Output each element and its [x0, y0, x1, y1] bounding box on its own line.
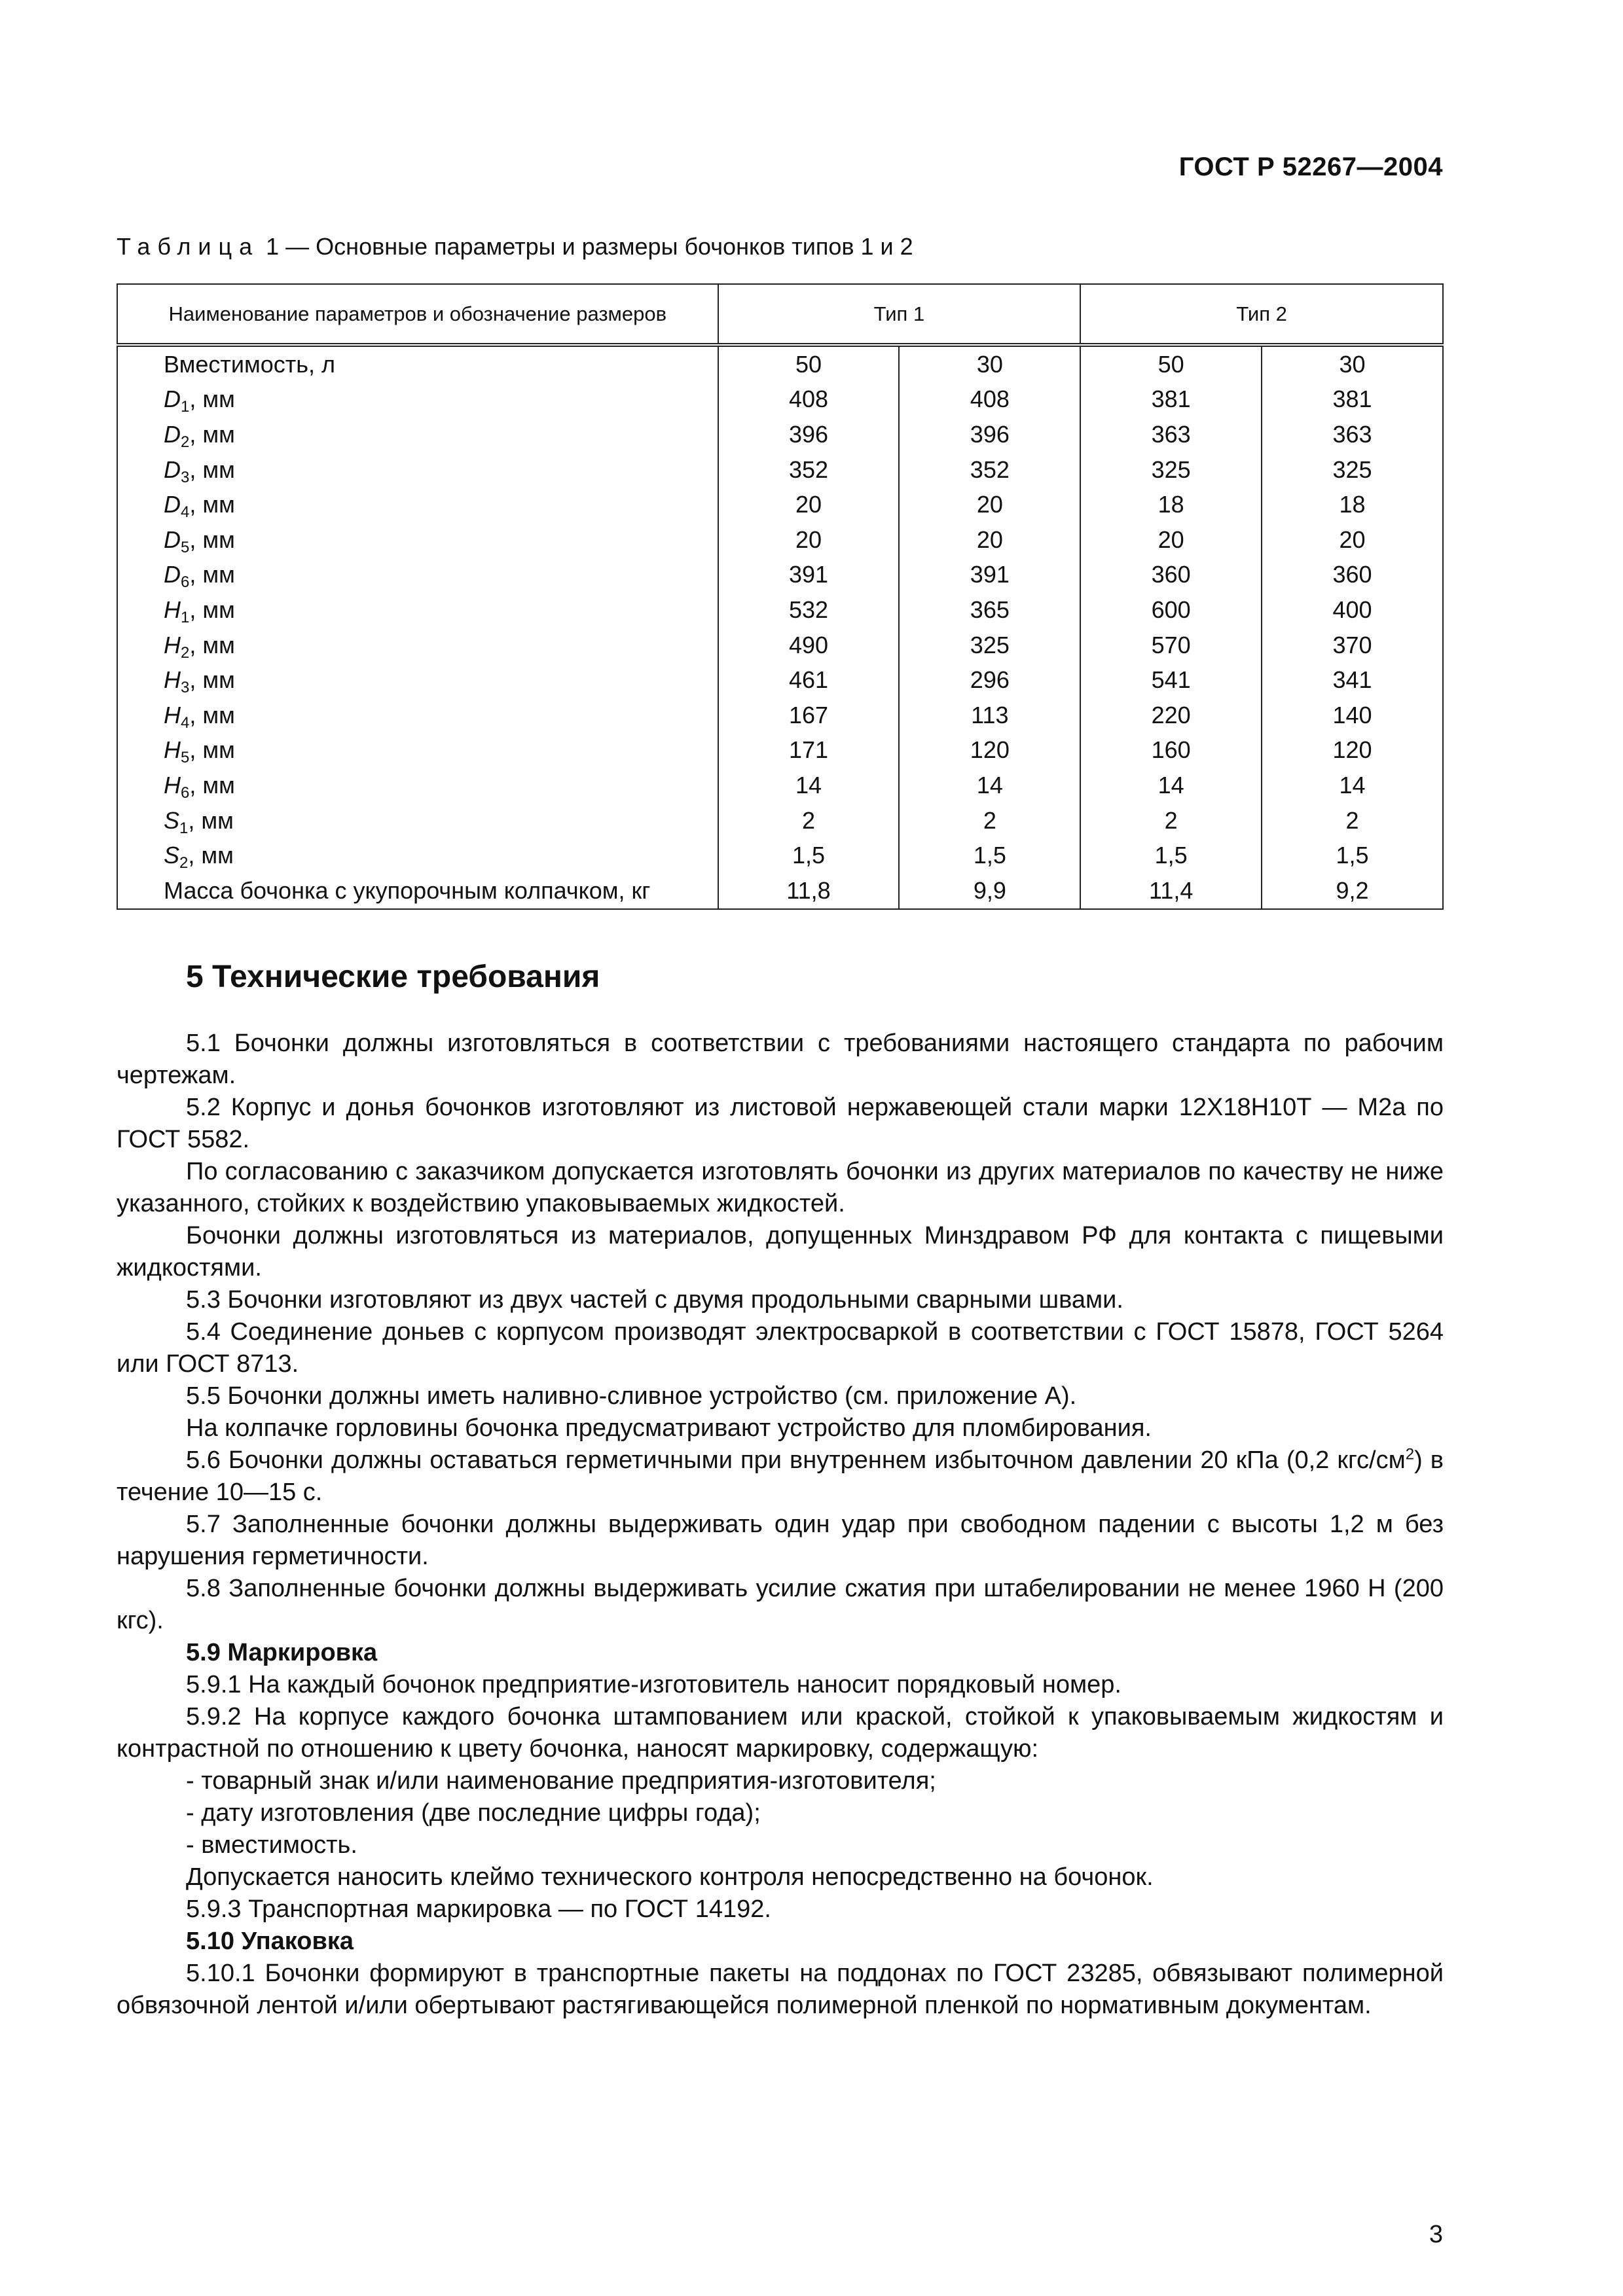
- row-parameter-name: [117, 382, 718, 418]
- parameter-index: 1: [179, 819, 189, 837]
- header-type2: Тип 2: [1080, 284, 1443, 345]
- table-row: [117, 452, 1443, 488]
- paragraph-5-3: 5.3 Бочонки изготовляют из двух частей с двумя продольными сварными швами.: [186, 1286, 1123, 1314]
- subheading-5-9: 5.9 Маркировка: [186, 1639, 378, 1666]
- paragraph-food-contact: Бочонки должны изготовляться из материалов, допущенных Минздравом РФ для контакта с пищевыми жидкостями.: [117, 1222, 1444, 1282]
- table-cell-value: 20: [718, 522, 900, 558]
- table-cell-value: 9,2: [1262, 873, 1443, 909]
- paragraph-5-9-2: 5.9.2 На корпусе каждого бочонка штампованием или краской, стойкой к упаковываемым жидкостям и контрастной по отношению к цвету бочонка, наносят маркировку, содержащую:: [117, 1703, 1444, 1763]
- table-cell-value: 363: [1262, 417, 1443, 452]
- row-parameter-name: [117, 628, 718, 663]
- parameter-unit: , мм: [189, 631, 235, 658]
- parameter-symbol: D: [164, 561, 181, 588]
- table-cell-value: 50: [1080, 345, 1262, 382]
- row-parameter-name: [117, 592, 718, 628]
- parameter-symbol: H: [164, 666, 181, 694]
- parameter-unit: , мм: [188, 842, 234, 869]
- table-cell-value: 14: [1262, 768, 1443, 803]
- table-cell-value: 381: [1080, 382, 1262, 418]
- table-cell-value: 360: [1080, 558, 1262, 593]
- table-cell-value: 2: [899, 803, 1080, 838]
- table-cell-value: 20: [1080, 522, 1262, 558]
- table-cell-value: 400: [1262, 592, 1443, 628]
- parameter-unit: , мм: [189, 736, 235, 764]
- row-parameter-name: [117, 803, 718, 838]
- parameter-index: 6: [181, 573, 190, 592]
- paragraph-5-9-3: 5.9.3 Транспортная маркировка — по ГОСТ 14192.: [186, 1895, 771, 1923]
- parameter-symbol: D: [164, 491, 181, 518]
- parameter-unit: , мм: [189, 456, 235, 483]
- table-cell-value: 140: [1262, 698, 1443, 733]
- table-cell-value: 370: [1262, 628, 1443, 663]
- row-parameter-name: [117, 487, 718, 522]
- table-row: [117, 698, 1443, 733]
- parameter-unit: , мм: [189, 701, 235, 728]
- table-cell-value: 570: [1080, 628, 1262, 663]
- table-cell-value: 20: [899, 487, 1080, 522]
- table-cell-value: 391: [899, 558, 1080, 593]
- parameter-unit: , мм: [189, 771, 235, 798]
- parameter-unit: , мм: [189, 596, 235, 623]
- table-row: [117, 768, 1443, 803]
- table-cell-value: 11,8: [718, 873, 900, 909]
- paragraph-5-1: 5.1 Бочонки должны изготовляться в соответствии с требованиями настоящего стандарта по рабочим чертежам.: [117, 1030, 1444, 1089]
- table-row: [117, 662, 1443, 698]
- subheading-5-10: 5.10 Упаковка: [186, 1928, 354, 1955]
- table-cell-value: 391: [718, 558, 900, 593]
- table-cell-value: 18: [1262, 487, 1443, 522]
- parameter-index: 1: [181, 608, 190, 626]
- table-cell-value: 167: [718, 698, 900, 733]
- table-row: [117, 873, 1443, 909]
- parameter-symbol: D: [164, 526, 181, 553]
- table-cell-value: 14: [1080, 768, 1262, 803]
- table-cell-value: 113: [899, 698, 1080, 733]
- parameter-symbol: D: [164, 420, 181, 448]
- parameter-symbol: D: [164, 456, 181, 483]
- table-cell-value: 171: [718, 733, 900, 768]
- parameter-symbol: H: [164, 631, 181, 658]
- list-item: - дату изготовления (две последние цифры года);: [186, 1799, 761, 1827]
- parameter-unit: , мм: [189, 491, 235, 518]
- table-cell-value: 325: [1080, 452, 1262, 488]
- table-cell-value: 1,5: [899, 838, 1080, 873]
- parameter-unit: , мм: [189, 561, 235, 588]
- table-body: [117, 345, 1443, 909]
- parameter-index: 5: [181, 749, 190, 767]
- table-cell-value: 396: [899, 417, 1080, 452]
- table-caption-label: Таблица: [117, 233, 260, 260]
- row-parameter-name: [117, 345, 718, 382]
- table-cell-value: 365: [899, 592, 1080, 628]
- parameter-index: 4: [181, 503, 190, 522]
- table-cell-value: 532: [718, 592, 900, 628]
- table-cell-value: 220: [1080, 698, 1262, 733]
- table-cell-value: 396: [718, 417, 900, 452]
- table-row: [117, 838, 1443, 873]
- row-parameter-name: [117, 522, 718, 558]
- table-cell-value: 296: [899, 662, 1080, 698]
- table-cell-value: 18: [1080, 487, 1262, 522]
- parameter-index: 2: [181, 433, 190, 451]
- table-cell-value: 363: [1080, 417, 1262, 452]
- table-cell-value: 408: [899, 382, 1080, 418]
- parameter-index: 4: [181, 713, 190, 732]
- table-cell-value: 2: [1080, 803, 1262, 838]
- table-cell-value: 9,9: [899, 873, 1080, 909]
- parameter-unit: Масса бочонка с укупорочным колпачком, кг: [164, 876, 651, 904]
- list-item: - вместимость.: [186, 1831, 357, 1859]
- table-row: [117, 803, 1443, 838]
- parameter-index: 2: [179, 854, 189, 872]
- table-row: [117, 345, 1443, 382]
- table-cell-value: 120: [899, 733, 1080, 768]
- parameter-symbol: S: [164, 842, 180, 869]
- table-cell-value: 14: [718, 768, 900, 803]
- paragraph-5-7: 5.7 Заполненные бочонки должны выдерживать один удар при свободном падении с высоты 1,2 м без нарушения герметичности.: [117, 1511, 1444, 1570]
- paragraph-stamp: Допускается наносить клеймо технического контроля непосредственно на бочонок.: [186, 1863, 1154, 1891]
- page-number: 3: [1429, 2221, 1443, 2248]
- table-row: [117, 733, 1443, 768]
- row-parameter-name: [117, 768, 718, 803]
- parameter-index: 2: [181, 643, 190, 662]
- parameter-index: 5: [181, 538, 190, 556]
- table-row: [117, 487, 1443, 522]
- document-code: ГОСТ Р 52267—2004: [1178, 152, 1443, 181]
- row-parameter-name: [117, 838, 718, 873]
- table-row: [117, 628, 1443, 663]
- table-cell-value: 325: [1262, 452, 1443, 488]
- table-caption: [117, 233, 913, 260]
- section-title: 5 Технические требования: [186, 960, 600, 994]
- paragraph-5-5: 5.5 Бочонки должны иметь наливно-сливное устройство (см. приложение А).: [186, 1382, 1077, 1410]
- table-cell-value: 352: [899, 452, 1080, 488]
- row-parameter-name: [117, 452, 718, 488]
- parameter-unit: Вместимость, л: [164, 350, 336, 378]
- parameter-index: 3: [181, 679, 190, 697]
- table-cell-value: 160: [1080, 733, 1262, 768]
- table-cell-value: 20: [1262, 522, 1443, 558]
- row-parameter-name: [117, 662, 718, 698]
- row-parameter-name: [117, 873, 718, 909]
- row-parameter-name: [117, 558, 718, 593]
- table-cell-value: 408: [718, 382, 900, 418]
- parameter-symbol: H: [164, 701, 181, 728]
- table-cell-value: 2: [718, 803, 900, 838]
- table-cell-value: 50: [718, 345, 900, 382]
- table-cell-value: 490: [718, 628, 900, 663]
- parameter-unit: , мм: [189, 386, 235, 413]
- table-cell-value: 600: [1080, 592, 1262, 628]
- row-parameter-name: [117, 698, 718, 733]
- row-parameter-name: [117, 417, 718, 452]
- table-row: [117, 558, 1443, 593]
- table-cell-value: 30: [1262, 345, 1443, 382]
- table-cell-value: 381: [1262, 382, 1443, 418]
- header-type1: Тип 1: [718, 284, 1081, 345]
- table-row: [117, 382, 1443, 418]
- parameter-index: 6: [181, 783, 190, 802]
- table-cell-value: 20: [718, 487, 900, 522]
- parameter-symbol: S: [164, 806, 180, 834]
- paragraph-5-4: 5.4 Соединение доньев с корпусом производят электросваркой в соответствии с ГОСТ 15878, ГОСТ 5264 или ГОСТ 8713.: [117, 1318, 1444, 1378]
- parameter-symbol: D: [164, 386, 181, 413]
- table-header-row: [117, 284, 1443, 345]
- paragraph-materials: По согласованию с заказчиком допускается изготовлять бочонки из других материалов по качеству не ниже указанного, стойких к воздействию упаковываемых жидкостей.: [117, 1158, 1444, 1217]
- parameter-symbol: H: [164, 596, 181, 623]
- table-row: [117, 592, 1443, 628]
- parameter-index: 3: [181, 468, 190, 486]
- row-parameter-name: [117, 733, 718, 768]
- table-cell-value: 20: [899, 522, 1080, 558]
- table-cell-value: 2: [1262, 803, 1443, 838]
- paragraph-5-9-1: 5.9.1 На каждый бочонок предприятие-изготовитель наносит порядковый номер.: [186, 1671, 1122, 1698]
- list-item: - товарный знак и/или наименование предприятия-изготовителя;: [186, 1767, 936, 1795]
- paragraph-5-8: 5.8 Заполненные бочонки должны выдерживать усилие сжатия при штабелировании не менее 1960 Н (200 кгс).: [117, 1575, 1444, 1634]
- table-cell-value: 352: [718, 452, 900, 488]
- paragraph-5-2: 5.2 Корпус и донья бочонков изготовляют из листовой нержавеющей стали марки 12Х18Н10Т — М2а по ГОСТ 5582.: [117, 1094, 1444, 1153]
- table-cell-value: 325: [899, 628, 1080, 663]
- table-cell-value: 14: [899, 768, 1080, 803]
- table-cell-value: 541: [1080, 662, 1262, 698]
- header-name: Наименование параметров и обозначение размеров: [117, 284, 718, 345]
- table-cell-value: 360: [1262, 558, 1443, 593]
- table-cell-value: 461: [718, 662, 900, 698]
- parameter-symbol: H: [164, 771, 181, 798]
- parameter-symbol: H: [164, 736, 181, 764]
- paragraph-5-10-1: 5.10.1 Бочонки формируют в транспортные пакеты на поддонах по ГОСТ 23285, обвязывают полимерной обвязочной лентой и/или обертывают растягивающейся полимерной пленкой по нормативным документам.: [117, 1960, 1444, 2019]
- parameters-table: [117, 283, 1444, 910]
- table-row: [117, 417, 1443, 452]
- section-body: [117, 1028, 1444, 2022]
- table-cell-value: 341: [1262, 662, 1443, 698]
- paragraph-5-6: 5.6 Бочонки должны оставаться герметичными при внутреннем избыточном давлении 20 кПа (0,2 кгс/$см^2$) в течение 10—15 с.: [117, 1445, 1444, 1506]
- table-cell-value: 1,5: [1080, 838, 1262, 873]
- paragraph-sealing: На колпачке горловины бочонка предусматривают устройство для пломбирования.: [186, 1414, 1152, 1442]
- parameter-unit: , мм: [189, 666, 235, 694]
- table-caption-text: 1 — Основные параметры и размеры бочонков типов 1 и 2: [259, 233, 913, 260]
- parameter-index: 1: [181, 398, 190, 416]
- parameter-unit: , мм: [188, 806, 234, 834]
- parameter-unit: , мм: [189, 526, 235, 553]
- parameter-unit: , мм: [189, 420, 235, 448]
- table-row: [117, 522, 1443, 558]
- table-cell-value: 11,4: [1080, 873, 1262, 909]
- table-cell-value: 30: [899, 345, 1080, 382]
- table-cell-value: 1,5: [1262, 838, 1443, 873]
- table-cell-value: 1,5: [718, 838, 900, 873]
- table-cell-value: 120: [1262, 733, 1443, 768]
